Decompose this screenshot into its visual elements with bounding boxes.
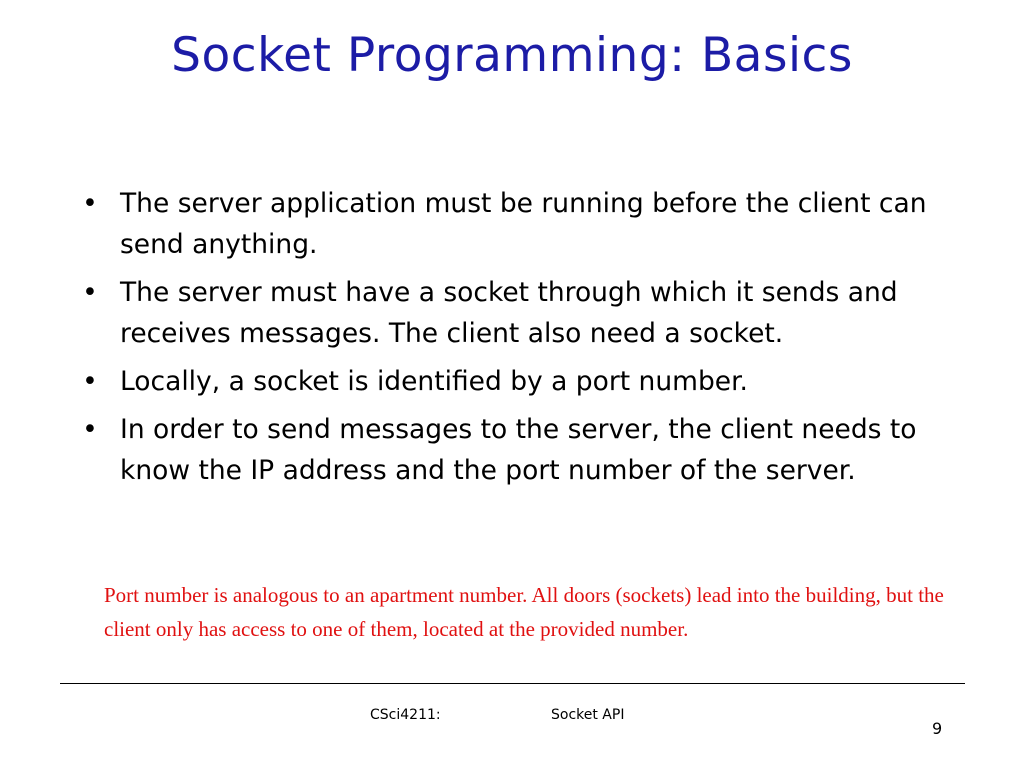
bullet-item	[80, 409, 960, 491]
footer-topic: Socket API	[551, 707, 625, 723]
footer-course: CSci4211:	[370, 707, 441, 723]
bullet-text: The server must have a socket through which it sends and receives messages. The client also need a socket.	[120, 277, 898, 349]
bullet-dot-icon: •	[82, 366, 98, 397]
bullet-text: The server application must be running before the client can send anything.	[120, 188, 927, 260]
bullet-dot-icon: •	[82, 414, 98, 445]
annotation-note: Port number is analogous to an apartment number. All doors (sockets) lead into the building, but the client only has access to one of them, located at the provided number.	[104, 583, 944, 641]
slide-title: Socket Programming: Basics	[171, 28, 853, 83]
bullet-text: Locally, a socket is identified by a port number.	[120, 366, 748, 397]
bullet-text: In order to send messages to the server, the client needs to know the IP address and the port number of the server.	[120, 414, 917, 486]
bullet-item	[80, 183, 960, 265]
bullet-list	[80, 183, 960, 498]
bullet-dot-icon: •	[82, 277, 98, 308]
bullet-dot-icon: •	[82, 188, 98, 219]
bullet-item	[80, 361, 960, 402]
page-number: 9	[932, 719, 943, 738]
footer-divider	[60, 683, 965, 684]
bullet-item	[80, 272, 960, 354]
